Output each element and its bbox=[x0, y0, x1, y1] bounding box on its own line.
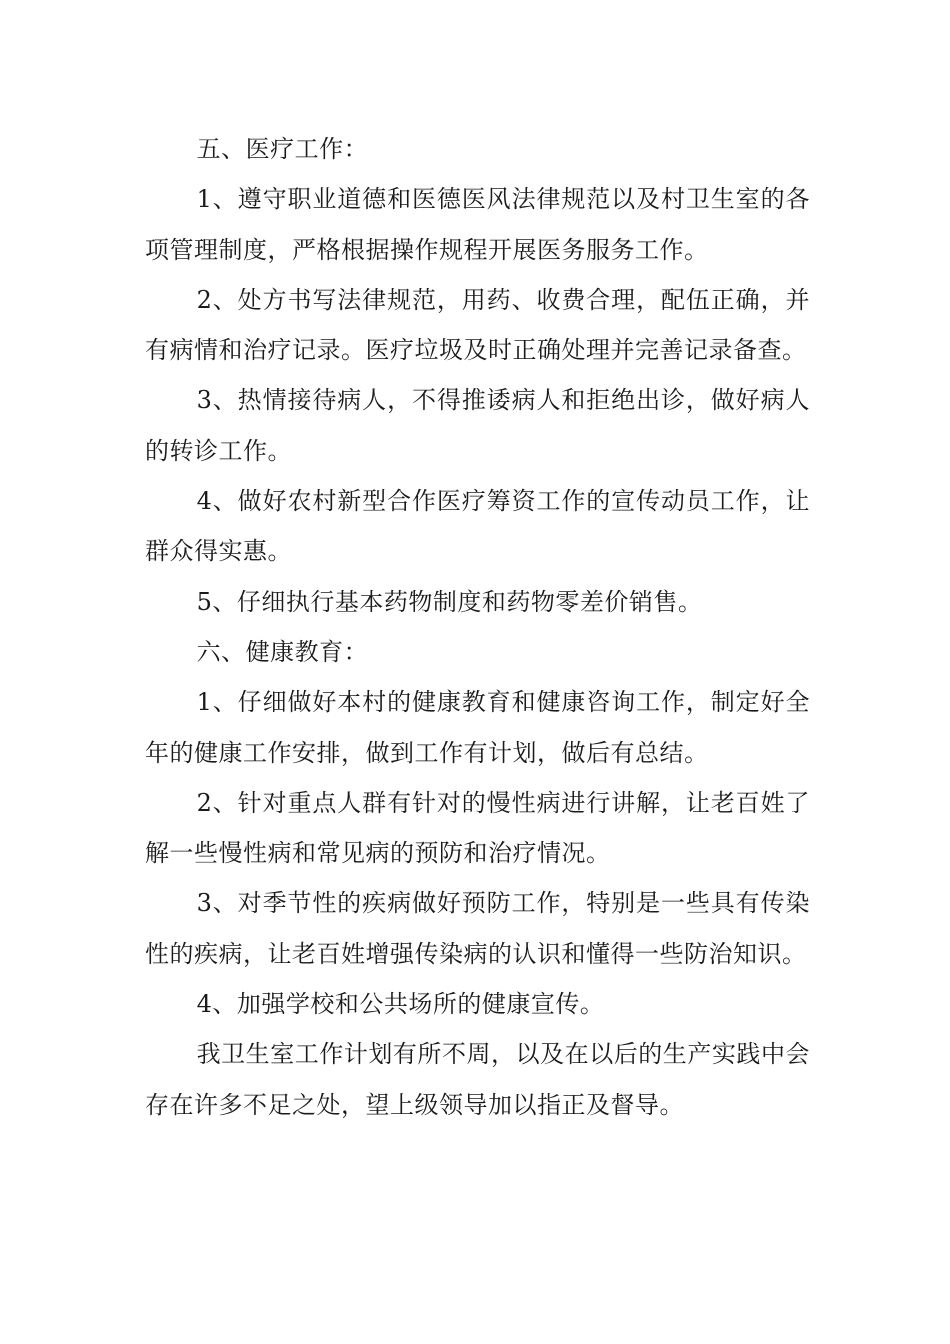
section-heading-medical-work: 五、医疗工作： bbox=[196, 135, 369, 163]
paragraph-health-3: 3、对季节性的疾病做好预防工作，特别是一些具有传染性的疾病，让老百姓增强传染病的认识和懂得一些防治知识。 bbox=[145, 889, 810, 968]
paragraph-medical-3: 3、热情接待病人，不得推诿病人和拒绝出诊，做好病人的转诊工作。 bbox=[145, 386, 810, 465]
paragraph-health-4: 4、加强学校和公共场所的健康宣传。 bbox=[196, 990, 605, 1019]
paragraph-health-2: 2、针对重点人群有针对的慢性病进行讲解，让老百姓了解一些慢性病和常见病的预防和治疗情况。 bbox=[145, 788, 810, 868]
paragraph-medical-1: 1、遵守职业道德和医德医风法律规范以及村卫生室的各项管理制度，严格根据操作规程开展医务服务工作。 bbox=[145, 185, 810, 264]
paragraph-medical-2: 2、处方书写法律规范，用药、收费合理，配伍正确，并有病情和治疗记录。医疗垃圾及时正确处理并完善记录备查。 bbox=[145, 285, 810, 365]
paragraph-medical-4: 4、做好农村新型合作医疗筹资工作的宣传动员工作，让群众得实惠。 bbox=[145, 487, 810, 566]
paragraph-closing: 我卫生室工作计划有所不周，以及在以后的生产实践中会存在许多不足之处，望上级领导加以指正及督导。 bbox=[145, 1040, 810, 1119]
document-body bbox=[145, 124, 810, 1130]
paragraph-health-1: 1、仔细做好本村的健康教育和健康咨询工作，制定好全年的健康工作安排，做到工作有计划，做后有总结。 bbox=[145, 688, 810, 767]
paragraph-medical-5: 5、仔细执行基本药物制度和药物零差价销售。 bbox=[196, 587, 703, 616]
section-heading-health-education: 六、健康教育： bbox=[196, 637, 369, 666]
